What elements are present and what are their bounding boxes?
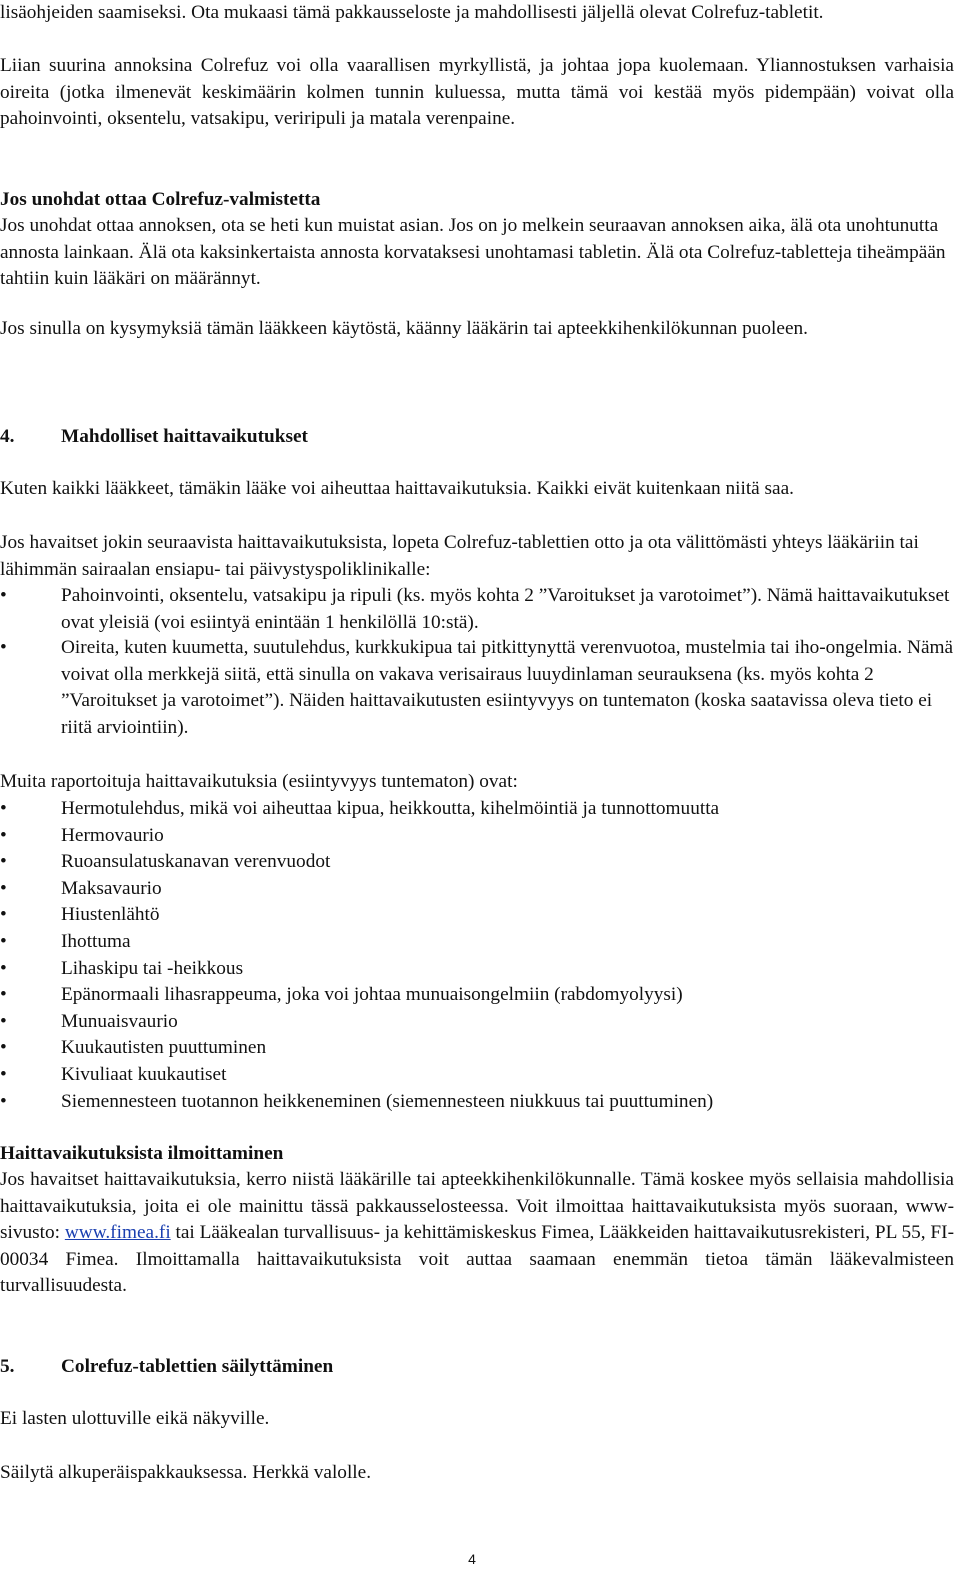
- list-item: • Ihottuma: [0, 929, 954, 956]
- section-5-heading: [0, 1354, 954, 1381]
- list-item: • Kuukautisten puuttuminen: [0, 1035, 954, 1062]
- bullet-icon: •: [0, 1063, 7, 1085]
- list-item: • Hermovaurio: [0, 823, 954, 850]
- bullet-icon: •: [0, 1090, 7, 1112]
- fimea-link[interactable]: www.fimea.fi: [64, 1222, 171, 1244]
- stop-treatment-paragraph: Jos havaitset jokin seuraavista haittavaikutuksista, lopeta Colrefuz-tablettien otto ja ota välittömästi yhteys lääkäriin tai lähimmän sairaalan ensiapu- tai päivystyspoliklinikalle:: [0, 532, 919, 580]
- serious-item-1: [0, 583, 954, 636]
- section-4-number: 4.: [0, 426, 15, 447]
- bullet-icon: •: [0, 984, 7, 1006]
- bullet-icon: •: [0, 930, 7, 952]
- list-item: • Ruoansulatuskanavan verenvuodot: [0, 849, 954, 876]
- reporting-paragraph: Jos havaitset haittavaikutuksia, kerro niistä lääkärille tai apteekkihenkilökunnalle. Tämä koskee myös sellaisia mahdollisia haittavaikutuksia, joita ei ole mainittu tässä pakkausselosteessa. Voit ilmoittaa haittavaikutuksista myös suoraan, www-sivusto: www.fimea.fi tai Lääkealan turvallisuus- ja kehittämiskeskus Fimea, Lääkkeiden haittavaikutusrekisteri, PL 55, FI-00034 Fimea. Ilmoittamalla haittavaikutuksista voit auttaa saamaan enemmän tietoa tämän lääkevalmisteen turvallisuudesta.: [0, 1169, 954, 1297]
- list-item: • Kivuliaat kuukautiset: [0, 1062, 954, 1089]
- list-item: • Siemennesteen tuotannon heikkeneminen (siemennesteen niukkuus tai puuttuminen): [0, 1089, 954, 1116]
- bullet-icon: •: [0, 824, 7, 846]
- list-item: • Maksavaurio: [0, 876, 954, 903]
- serious-item-2: [0, 635, 954, 741]
- other-effects-intro: Muita raportoituja haittavaikutuksia (esiintyvyys tuntematon) ovat:: [0, 771, 518, 792]
- serious-item-text: Pahoinvointi, oksentelu, vatsakipu ja ripuli (ks. myös kohta 2 ”Varoitukset ja varotoimet”). Nämä haittavaikutukset ovat yleisiä (voi esiintyä enintään 1 henkilöllä 10:stä).: [61, 585, 950, 633]
- bullet-icon: •: [0, 1010, 7, 1032]
- list-item: • Munuaisvaurio: [0, 1009, 954, 1036]
- side-effects-intro: Kuten kaikki lääkkeet, tämäkin lääke voi aiheuttaa haittavaikutuksia. Kaikki eivät kuitenkaan niitä saa.: [0, 478, 794, 499]
- bullet-icon: •: [0, 957, 7, 979]
- page-number: 4: [468, 1551, 476, 1567]
- other-effects-list: [0, 796, 954, 1115]
- forgot-heading: Jos unohdat ottaa Colrefuz-valmistetta: [0, 189, 321, 210]
- bullet-icon: •: [0, 877, 7, 899]
- serious-item-text: Oireita, kuten kuumetta, suutulehdus, kurkkukipua tai pitkittynyttä verenvuotoa, mustelmia tai iho-ongelmia. Nämä voivat olla merkkejä siitä, että sinulla on vakava verisairaus luuydinlaman seurauksena (ks. myös kohta 2 ”Varoitukset ja varotoimet”). Näiden haittavaikutusten esiintyvyys on tuntematon (koska saatavissa oleva tieto ei riitä arviointiin).: [61, 637, 954, 738]
- section-5-title: Colrefuz-tablettien säilyttäminen: [61, 1356, 334, 1377]
- forgot-paragraph: Jos unohdat ottaa annoksen, ota se heti kun muistat asian. Jos on jo melkein seuraavan annoksen aika, älä ota unohtunutta annosta lainkaan. Älä ota kaksinkertaista annosta korvataksesi unohtamasi tabletin. Älä ota Colrefuz-tabletteja tiheämpään tahtiin kuin lääkäri on määrännyt.: [0, 215, 946, 290]
- section-4-title: Mahdolliset haittavaikutukset: [61, 426, 308, 447]
- questions-paragraph: Jos sinulla on kysymyksiä tämän lääkkeen käytöstä, käänny lääkärin tai apteekkihenkilökunnan puoleen.: [0, 318, 808, 339]
- storage-line-1: Ei lasten ulottuville eikä näkyville.: [0, 1408, 270, 1429]
- list-item: • Hermotulehdus, mikä voi aiheuttaa kipua, heikkoutta, kihelmöintiä ja tunnottomuutta: [0, 796, 954, 823]
- bullet-icon: •: [0, 585, 7, 606]
- list-item: • Hiustenlähtö: [0, 902, 954, 929]
- bullet-icon: •: [0, 851, 7, 873]
- reporting-heading: Haittavaikutuksista ilmoittaminen: [0, 1143, 284, 1164]
- overdose-paragraph: Liian suurina annoksina Colrefuz voi olla vaarallisen myrkyllistä, ja johtaa jopa kuolemaan. Yliannostuksen varhaisia oireita (jotka ilmenevät keskimäärin kolmen tunnin kuluessa, mutta tämä voi kestää myös pidempään) voivat olla pahoinvointi, oksentelu, vatsakipu, veriripuli ja matala verenpaine.: [0, 55, 954, 130]
- bullet-icon: •: [0, 798, 7, 819]
- list-item: • Lihaskipu tai -heikkous: [0, 956, 954, 983]
- bullet-icon: •: [0, 637, 7, 658]
- section-4-heading: [0, 424, 954, 451]
- section-5-number: 5.: [0, 1356, 15, 1377]
- storage-line-2: Säilytä alkuperäispakkauksessa. Herkkä valolle.: [0, 1462, 372, 1483]
- intro-continuation: lisäohjeiden saamiseksi. Ota mukaasi tämä pakkausseloste ja mahdollisesti jäljellä olevat Colrefuz-tabletit.: [0, 2, 824, 23]
- bullet-icon: •: [0, 1037, 7, 1059]
- list-item: • Epänormaali lihasrappeuma, joka voi johtaa munuaisongelmiin (rabdomyolyysi): [0, 982, 954, 1009]
- bullet-icon: •: [0, 904, 7, 926]
